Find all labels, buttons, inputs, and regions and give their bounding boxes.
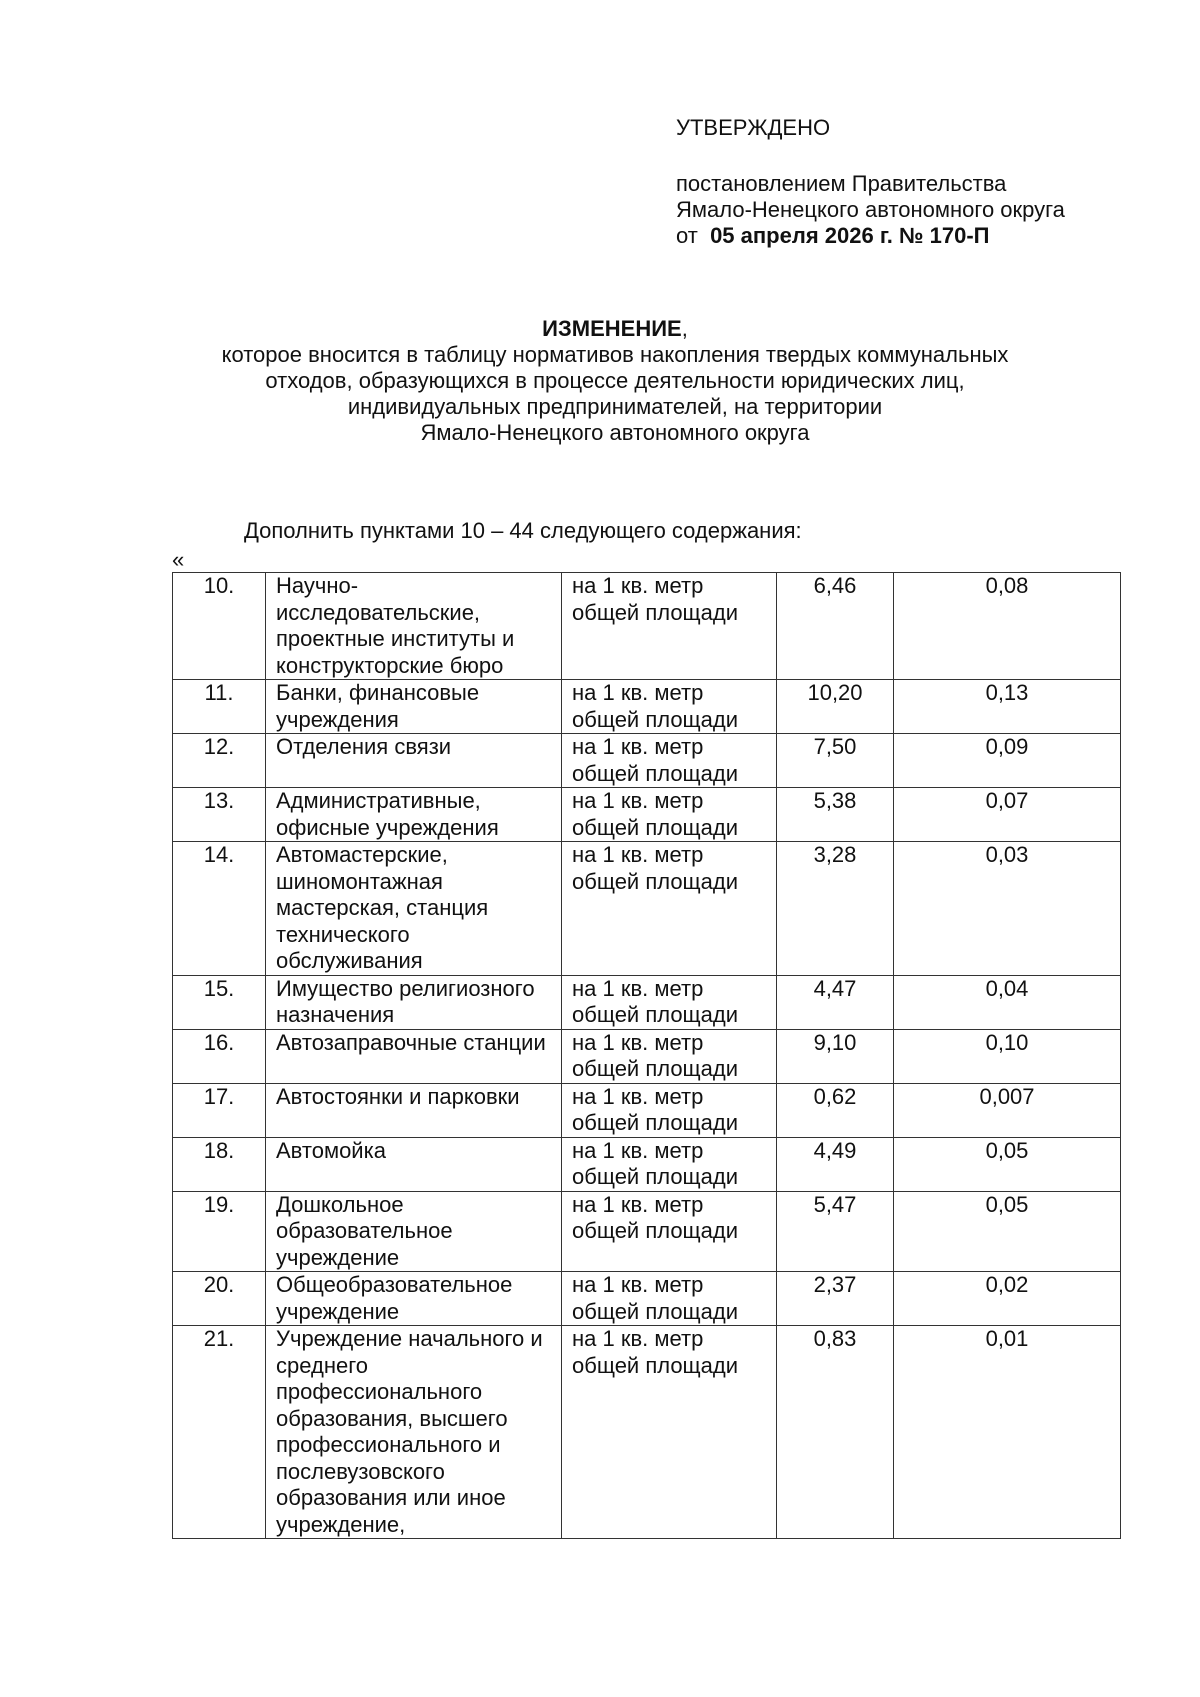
- row-name: Банки, финансовые учреждения: [266, 680, 562, 734]
- row-number: 20.: [173, 1272, 266, 1326]
- row-name: Автостоянки и парковки: [266, 1083, 562, 1137]
- row-name: Научно-исследовательские, проектные институты и конструкторские бюро: [266, 573, 562, 680]
- row-value-1: 0,62: [777, 1083, 894, 1137]
- row-value-2: 0,13: [894, 680, 1121, 734]
- approval-line-1: постановлением Правительства: [676, 171, 1007, 196]
- row-value-1: 4,49: [777, 1137, 894, 1191]
- row-value-2: 0,02: [894, 1272, 1121, 1326]
- row-number: 18.: [173, 1137, 266, 1191]
- row-value-2: 0,04: [894, 975, 1121, 1029]
- row-number: 15.: [173, 975, 266, 1029]
- row-value-2: 0,05: [894, 1191, 1121, 1272]
- row-value-1: 5,38: [777, 788, 894, 842]
- row-value-1: 2,37: [777, 1272, 894, 1326]
- row-value-2: 0,10: [894, 1029, 1121, 1083]
- approval-prefix: от: [676, 223, 698, 248]
- row-number: 19.: [173, 1191, 266, 1272]
- row-name: Автомойка: [266, 1137, 562, 1191]
- row-name: Учреждение начального и среднего профессионального образования, высшего профессионального и послевузовского образования или иное учреждение,: [266, 1326, 562, 1539]
- row-value-1: 4,47: [777, 975, 894, 1029]
- row-name: Административные, офисные учреждения: [266, 788, 562, 842]
- row-unit: на 1 кв. метр общей площади: [562, 1272, 777, 1326]
- table-row: [173, 680, 1121, 734]
- row-unit: на 1 кв. метр общей площади: [562, 788, 777, 842]
- heading-title-suffix: ,: [681, 316, 688, 341]
- approval-title: УТВЕРЖДЕНО: [676, 115, 831, 140]
- row-unit: на 1 кв. метр общей площади: [562, 680, 777, 734]
- approval-block: [676, 115, 1176, 249]
- row-unit: на 1 кв. метр общей площади: [562, 1191, 777, 1272]
- row-unit: на 1 кв. метр общей площади: [562, 975, 777, 1029]
- open-quote: «: [172, 547, 185, 572]
- row-unit: на 1 кв. метр общей площади: [562, 842, 777, 976]
- row-number: 10.: [173, 573, 266, 680]
- row-value-2: 0,09: [894, 734, 1121, 788]
- row-value-2: 0,03: [894, 842, 1121, 976]
- row-name: Имущество религиозного назначения: [266, 975, 562, 1029]
- norms-table: [172, 572, 1121, 1539]
- table-row: [173, 1137, 1121, 1191]
- row-value-2: 0,07: [894, 788, 1121, 842]
- row-unit: на 1 кв. метр общей площади: [562, 1029, 777, 1083]
- row-value-1: 6,46: [777, 573, 894, 680]
- row-number: 12.: [173, 734, 266, 788]
- row-number: 13.: [173, 788, 266, 842]
- table-row: [173, 1272, 1121, 1326]
- row-value-1: 10,20: [777, 680, 894, 734]
- heading-title: ИЗМЕНЕНИЕ: [542, 316, 682, 341]
- norms-table-body: [173, 573, 1121, 1539]
- intro-paragraph: Дополнить пунктами 10 – 44 следующего содержания:: [244, 518, 802, 543]
- row-number: 16.: [173, 1029, 266, 1083]
- row-value-1: 3,28: [777, 842, 894, 976]
- heading-line-3: индивидуальных предпринимателей, на территории: [347, 394, 883, 419]
- approval-line-2: Ямало-Ненецкого автономного округа: [676, 197, 1065, 222]
- row-name: Автозаправочные станции: [266, 1029, 562, 1083]
- row-value-1: 0,83: [777, 1326, 894, 1539]
- table-row: [173, 788, 1121, 842]
- row-number: 14.: [173, 842, 266, 976]
- row-name: Автомастерские, шиномонтажная мастерская, станция технического обслуживания: [266, 842, 562, 976]
- table-row: [173, 842, 1121, 976]
- document-heading: [150, 316, 1080, 446]
- row-name: Общеобразовательное учреждение: [266, 1272, 562, 1326]
- row-unit: на 1 кв. метр общей площади: [562, 734, 777, 788]
- table-row: [173, 1191, 1121, 1272]
- table-row: [173, 1029, 1121, 1083]
- heading-line-2: отходов, образующихся в процессе деятельности юридических лиц,: [265, 368, 965, 393]
- table-row: [173, 975, 1121, 1029]
- table-row: [173, 1083, 1121, 1137]
- approval-date-line: [676, 223, 1176, 249]
- heading-line-4: Ямало-Ненецкого автономного округа: [420, 420, 810, 445]
- row-value-2: 0,08: [894, 573, 1121, 680]
- row-unit: на 1 кв. метр общей площади: [562, 1137, 777, 1191]
- row-value-2: 0,05: [894, 1137, 1121, 1191]
- row-number: 17.: [173, 1083, 266, 1137]
- row-value-1: 9,10: [777, 1029, 894, 1083]
- row-value-2: 0,01: [894, 1326, 1121, 1539]
- row-name: Дошкольное образовательное учреждение: [266, 1191, 562, 1272]
- row-unit: на 1 кв. метр общей площади: [562, 1326, 777, 1539]
- table-row: [173, 1326, 1121, 1539]
- row-number: 21.: [173, 1326, 266, 1539]
- table-row: [173, 734, 1121, 788]
- table-row: [173, 573, 1121, 680]
- heading-line-1: которое вносится в таблицу нормативов накопления твердых коммунальных: [221, 342, 1009, 367]
- row-unit: на 1 кв. метр общей площади: [562, 1083, 777, 1137]
- row-name: Отделения связи: [266, 734, 562, 788]
- approval-number: 05 апреля 2026 г. № 170-П: [710, 223, 990, 248]
- row-value-1: 5,47: [777, 1191, 894, 1272]
- row-value-1: 7,50: [777, 734, 894, 788]
- row-unit: на 1 кв. метр общей площади: [562, 573, 777, 680]
- row-value-2: 0,007: [894, 1083, 1121, 1137]
- row-number: 11.: [173, 680, 266, 734]
- heading-title-line: [150, 316, 1080, 342]
